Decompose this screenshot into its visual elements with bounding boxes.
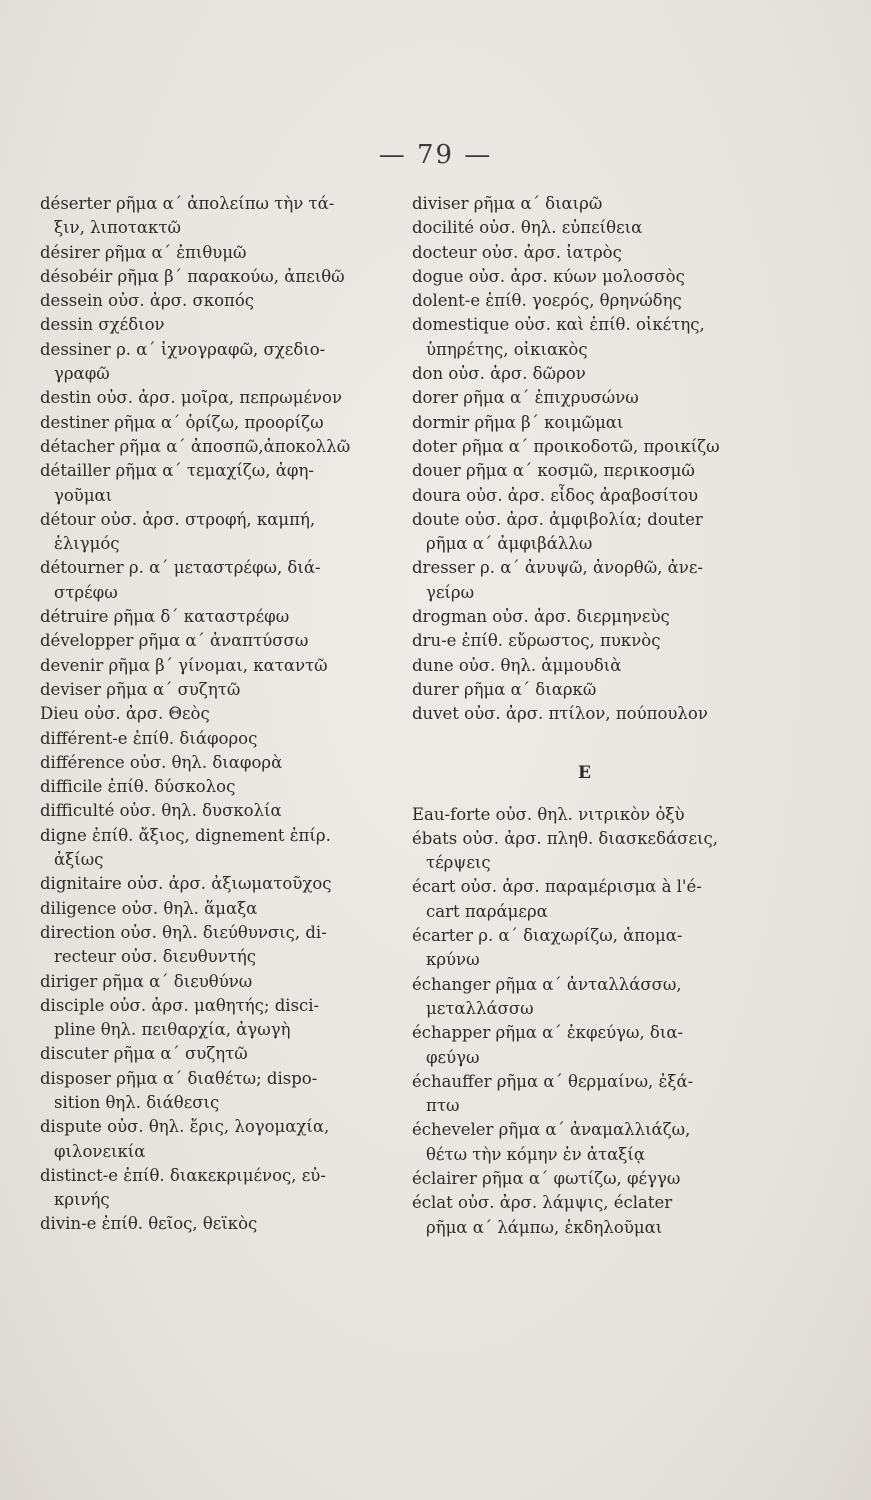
- dictionary-line: dogue οὐσ. ἀρσ. κύων μολοσσὸς: [412, 266, 685, 286]
- dictionary-line: πτω: [426, 1096, 460, 1116]
- dictionary-line: direction οὐσ. θηλ. διεύθυνσις, di-: [40, 922, 327, 942]
- dictionary-line: digne ἐπίθ. ἄξιος, dignement ἐπίρ.: [40, 825, 331, 845]
- dictionary-line: dune οὐσ. θηλ. ἀμμουδιὰ: [412, 655, 622, 675]
- dictionary-line: dessiner ρ. α΄ ἰχνογραφῶ, σχεδιο-: [40, 339, 326, 359]
- dictionary-line: φεύγω: [426, 1047, 480, 1067]
- dictionary-line: Eau-forte οὐσ. θηλ. νιτρικὸν ὀξὺ: [412, 804, 685, 824]
- dictionary-line: destiner ρῆμα α΄ ὁρίζω, προορίζω: [40, 412, 324, 432]
- entries-d: [412, 192, 757, 727]
- dictionary-line: différence οὐσ. θηλ. διαφορὰ: [40, 752, 283, 772]
- dictionary-line: douer ρῆμα α΄ κοσμῶ, περικοσμῶ: [412, 461, 695, 481]
- dictionary-line: difficile ἐπίθ. δύσκολος: [40, 777, 236, 797]
- dictionary-line: duvet οὐσ. ἀρσ. πτίλον, πούπουλον: [412, 704, 708, 724]
- dictionary-line: durer ρῆμα α΄ διαρκῶ: [412, 679, 597, 699]
- dictionary-line: disposer ρῆμα α΄ διαθέτω; dispo-: [40, 1068, 318, 1088]
- dictionary-line: écarter ρ. α΄ διαχωρίζω, ἀπομα-: [412, 926, 683, 946]
- dictionary-line: deviser ρῆμα α΄ συζητῶ: [40, 679, 241, 699]
- dictionary-line: dru-e ἐπίθ. εὔρωστος, πυκνὸς: [412, 631, 661, 651]
- dictionary-line: sition θηλ. διάθεσις: [54, 1092, 220, 1112]
- dictionary-line: domestique οὐσ. καὶ ἐπίθ. οἰκέτης,: [412, 315, 705, 335]
- dictionary-line: drogman οὐσ. ἀρσ. διερμηνεὺς: [412, 607, 670, 627]
- dictionary-line: ρῆμα α΄ ἀμφιβάλλω: [426, 534, 593, 554]
- dictionary-line: écart οὐσ. ἀρσ. παραμέρισμα à l'é-: [412, 877, 702, 897]
- dictionary-line: détailler ρῆμα α΄ τεμαχίζω, ἀφη-: [40, 461, 314, 481]
- dictionary-line: développer ρῆμα α΄ ἀναπτύσσω: [40, 631, 309, 651]
- dictionary-line: pline θηλ. πειθαρχία, ἀγωγὴ: [54, 1020, 291, 1040]
- dictionary-line: ἀξίως: [54, 850, 104, 870]
- dictionary-line: θέτω τὴν κόμην ἐν ἀταξίᾳ: [426, 1144, 645, 1164]
- dictionary-line: recteur οὐσ. διευθυντής: [54, 947, 256, 967]
- dictionary-line: destin οὐσ. ἀρσ. μοῖρα, πεπρωμένον: [40, 388, 343, 408]
- dictionary-line: détourner ρ. α΄ μεταστρέφω, διά-: [40, 558, 321, 578]
- dictionary-line: dorer ρῆμα α΄ ἐπιχρυσώνω: [412, 388, 639, 408]
- dictionary-line: κρινής: [54, 1190, 110, 1210]
- dictionary-line: ὑπηρέτης, οἰκιακὸς: [426, 339, 588, 359]
- dictionary-line: doura οὐσ. ἀρσ. εἶδος ἀραβοσίτου: [412, 485, 699, 505]
- dictionary-line: τέρψεις: [426, 853, 491, 873]
- dictionary-line: dormir ρῆμα β΄ κοιμῶμαι: [412, 412, 624, 432]
- dictionary-line: disciple οὐσ. ἀρσ. μαθητής; disci-: [40, 995, 320, 1015]
- dictionary-line: diriger ρῆμα α΄ διευθύνω: [40, 971, 253, 991]
- dictionary-line: μεταλλάσσω: [426, 998, 534, 1018]
- dictionary-line: dresser ρ. α΄ ἀνυψῶ, ἀνορθῶ, ἀνε-: [412, 558, 703, 578]
- dictionary-line: γοῦμαι: [54, 485, 113, 505]
- left-column: [40, 192, 405, 1237]
- dictionary-line: ébats οὐσ. ἀρσ. πληθ. διασκεδάσεις,: [412, 828, 718, 848]
- dictionary-line: cart παράμερα: [426, 901, 548, 921]
- dictionary-line: docteur οὐσ. ἀρσ. ἰατρὸς: [412, 242, 622, 262]
- dictionary-line: échapper ρῆμα α΄ ἐκφεύγω, δια-: [412, 1023, 684, 1043]
- dictionary-line: γείρω: [426, 582, 475, 602]
- dictionary-line: difficulté οὐσ. θηλ. δυσκολία: [40, 801, 282, 821]
- dictionary-line: φιλονεικία: [54, 1141, 146, 1161]
- dictionary-line: échanger ρῆμα α΄ ἀνταλλάσσω,: [412, 974, 682, 994]
- dictionary-line: divin-e ἐπίθ. θεῖος, θεϊκὸς: [40, 1214, 258, 1234]
- dictionary-line: écheveler ρῆμα α΄ ἀναμαλλιάζω,: [412, 1120, 691, 1140]
- dictionary-line: doute οὐσ. ἀρσ. ἀμφιβολία; douter: [412, 509, 703, 529]
- right-column: [412, 192, 757, 1240]
- dictionary-line: détour οὐσ. ἀρσ. στροφή, καμπή,: [40, 509, 316, 529]
- dictionary-line: devenir ρῆμα β΄ γίνομαι, καταντῶ: [40, 655, 328, 675]
- dictionary-line: ρῆμα α΄ λάμπω, ἐκδηλοῦμαι: [426, 1217, 663, 1237]
- entries-e: [412, 803, 757, 1240]
- dictionary-line: désobéir ρῆμα β΄ παρακούω, ἀπειθῶ: [40, 266, 345, 286]
- dictionary-line: éclairer ρῆμα α΄ φωτίζω, φέγγω: [412, 1168, 681, 1188]
- dictionary-line: dessin σχέδιον: [40, 315, 165, 335]
- dictionary-line: déserter ρῆμα α΄ ἀπολείπω τὴν τά-: [40, 194, 335, 213]
- dictionary-line: discuter ρῆμα α΄ συζητῶ: [40, 1044, 248, 1064]
- dictionary-line: dolent-e ἐπίθ. γοερός, θρηνώδης: [412, 291, 682, 311]
- dictionary-line: diligence οὐσ. θηλ. ἅμαξα: [40, 898, 258, 918]
- dictionary-line: dessein οὐσ. ἀρσ. σκοπός: [40, 291, 255, 311]
- dictionary-line: γραφῶ: [54, 364, 110, 384]
- dictionary-line: distinct-e ἐπίθ. διακεκριμένος, εὐ-: [40, 1165, 326, 1185]
- dictionary-line: différent-e ἐπίθ. διάφορος: [40, 728, 258, 748]
- dictionary-line: dispute οὐσ. θηλ. ἔρις, λογομαχία,: [40, 1117, 330, 1137]
- dictionary-line: détacher ρῆμα α΄ ἀποσπῶ,ἀποκολλῶ: [40, 436, 351, 456]
- dictionary-line: ξιν, λιποτακτῶ: [54, 218, 181, 238]
- dictionary-line: ἑλιγμός: [54, 534, 120, 554]
- dictionary-line: dignitaire οὐσ. ἀρσ. ἀξιωματοῦχος: [40, 874, 332, 894]
- dictionary-line: désirer ρῆμα α΄ ἐπιθυμῶ: [40, 242, 247, 262]
- dictionary-line: éclat οὐσ. ἀρσ. λάμψις, éclater: [412, 1193, 673, 1213]
- dictionary-line: docilité οὐσ. θηλ. εὐπείθεια: [412, 218, 643, 238]
- section-heading-e: E: [578, 762, 591, 783]
- dictionary-line: échauffer ρῆμα α΄ θερμαίνω, ἐξά-: [412, 1071, 694, 1091]
- dictionary-line: στρέφω: [54, 582, 118, 602]
- dictionary-line: diviser ρῆμα α΄ διαιρῶ: [412, 194, 603, 213]
- dictionary-line: κρύνω: [426, 950, 480, 970]
- dictionary-line: détruire ρῆμα δ΄ καταστρέφω: [40, 607, 290, 627]
- page-number: — 79 —: [378, 140, 493, 170]
- dictionary-line: doter ρῆμα α΄ προικοδοτῶ, προικίζω: [412, 436, 720, 456]
- dictionary-line: don οὐσ. ἀρσ. δῶρον: [412, 364, 586, 384]
- dictionary-line: Dieu οὐσ. ἀρσ. Θεὸς: [40, 704, 210, 724]
